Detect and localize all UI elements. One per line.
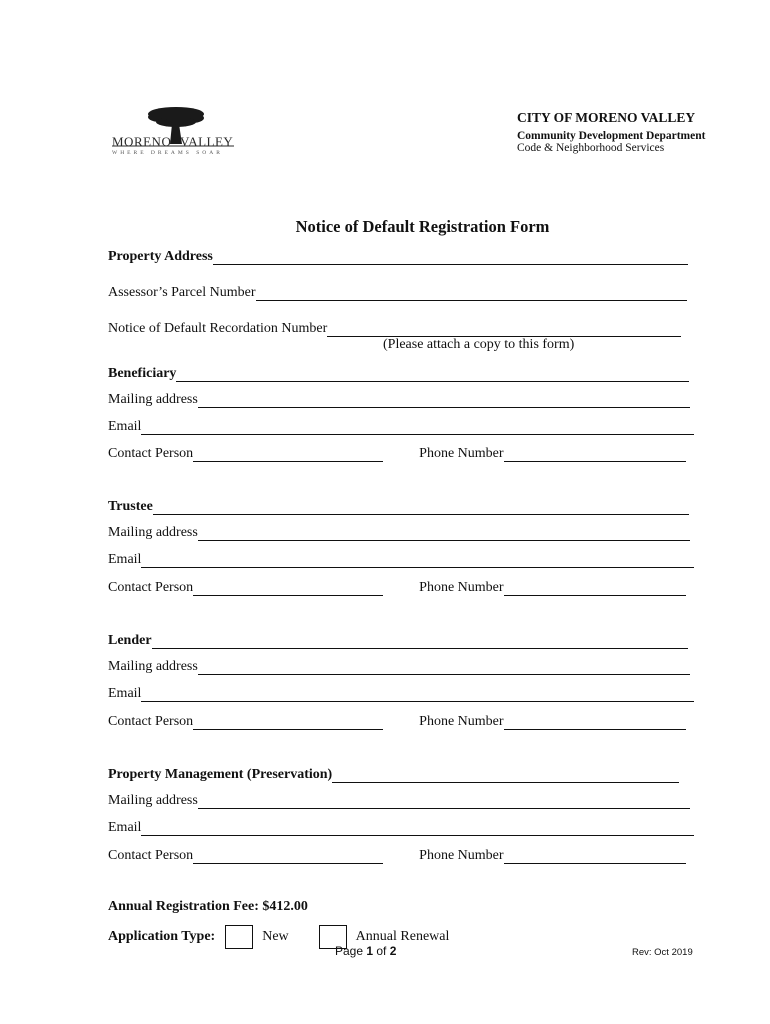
- beneficiary-email-field[interactable]: [141, 420, 694, 435]
- application-type-row: [108, 925, 449, 949]
- pm-mailing-label: Mailing address: [108, 793, 198, 808]
- lender-contact-row: [108, 712, 686, 730]
- beneficiary-phone-field[interactable]: [504, 447, 686, 462]
- attach-note: (Please attach a copy to this form): [383, 337, 575, 352]
- beneficiary-mailing-label: Mailing address: [108, 392, 198, 407]
- beneficiary-mailing-row: [108, 390, 690, 408]
- property-management-row: [108, 765, 679, 783]
- property-address-label: Property Address: [108, 249, 213, 264]
- lender-phone-label: Phone Number: [419, 714, 504, 729]
- beneficiary-phone-label: Phone Number: [419, 446, 504, 461]
- trustee-mailing-label: Mailing address: [108, 525, 198, 540]
- lender-email-row: [108, 684, 694, 702]
- beneficiary-contact-row: [108, 444, 686, 462]
- trustee-mailing-row: [108, 523, 690, 541]
- lender-contact-field[interactable]: [193, 715, 383, 730]
- beneficiary-mailing-field[interactable]: [198, 393, 690, 408]
- beneficiary-row: [108, 364, 689, 382]
- city-header: [517, 110, 705, 154]
- lender-email-label: Email: [108, 686, 142, 701]
- beneficiary-field[interactable]: [176, 367, 689, 382]
- trustee-contact-row: [108, 578, 686, 596]
- apn-row: [108, 283, 687, 301]
- trustee-email-label: Email: [108, 552, 142, 567]
- beneficiary-email-row: [108, 417, 694, 435]
- trustee-email-row: [108, 550, 694, 568]
- moreno-valley-logo: [108, 100, 238, 162]
- lender-row: [108, 631, 688, 649]
- pm-phone-label: Phone Number: [419, 848, 504, 863]
- pm-mailing-row: [108, 791, 690, 809]
- pm-email-row: [108, 818, 694, 836]
- logo-word-moreno: MORENO: [112, 134, 172, 149]
- lender-phone-field[interactable]: [504, 715, 686, 730]
- lender-contact-label: Contact Person: [108, 714, 194, 729]
- lender-mailing-label: Mailing address: [108, 659, 198, 674]
- lender-email-field[interactable]: [141, 687, 694, 702]
- new-checkbox[interactable]: [225, 925, 253, 949]
- lender-field[interactable]: [152, 634, 688, 649]
- renewal-option-label: Annual Renewal: [355, 929, 450, 944]
- pm-contact-field[interactable]: [193, 849, 383, 864]
- page-number: Page 1 of 2: [335, 944, 397, 958]
- beneficiary-email-label: Email: [108, 419, 142, 434]
- trustee-mailing-field[interactable]: [198, 526, 690, 541]
- trustee-phone-label: Phone Number: [419, 580, 504, 595]
- lender-mailing-field[interactable]: [198, 660, 690, 675]
- nod-label: Notice of Default Recordation Number: [108, 321, 328, 336]
- apn-label: Assessor’s Parcel Number: [108, 285, 256, 300]
- trustee-email-field[interactable]: [141, 553, 694, 568]
- lender-label: Lender: [108, 633, 152, 648]
- trustee-contact-label: Contact Person: [108, 580, 194, 595]
- beneficiary-contact-label: Contact Person: [108, 446, 194, 461]
- pm-mailing-field[interactable]: [198, 794, 690, 809]
- beneficiary-contact-field[interactable]: [193, 447, 383, 462]
- nod-row: [108, 319, 681, 337]
- department-name: Community Development Department: [517, 130, 706, 142]
- logo-tagline: WHERE DREAMS SOAR: [112, 150, 223, 156]
- pm-contact-label: Contact Person: [108, 848, 194, 863]
- apn-field[interactable]: [256, 286, 687, 301]
- logo-word-valley: VALLEY: [180, 134, 234, 149]
- trustee-row: [108, 497, 689, 515]
- trustee-label: Trustee: [108, 499, 153, 514]
- revision-date: Rev: Oct 2019: [632, 947, 693, 958]
- property-management-field[interactable]: [332, 768, 679, 783]
- property-management-label: Property Management (Preservation): [108, 767, 333, 782]
- application-type-label: Application Type:: [108, 929, 216, 944]
- lender-mailing-row: [108, 657, 690, 675]
- pm-email-label: Email: [108, 820, 142, 835]
- form-title: Notice of Default Registration Form: [295, 217, 550, 236]
- annual-fee: Annual Registration Fee: $412.00: [108, 899, 308, 914]
- property-address-field[interactable]: [213, 250, 688, 265]
- pm-email-field[interactable]: [141, 821, 694, 836]
- pm-phone-field[interactable]: [504, 849, 686, 864]
- beneficiary-label: Beneficiary: [108, 366, 177, 381]
- new-option-label: New: [262, 929, 289, 944]
- trustee-field[interactable]: [153, 500, 689, 515]
- trustee-contact-field[interactable]: [193, 581, 383, 596]
- trustee-phone-field[interactable]: [504, 581, 686, 596]
- pm-contact-row: [108, 846, 686, 864]
- service-name: Code & Neighborhood Services: [517, 142, 665, 154]
- city-name: CITY OF MORENO VALLEY: [517, 110, 696, 125]
- nod-field[interactable]: [327, 322, 681, 337]
- property-address-row: [108, 247, 688, 265]
